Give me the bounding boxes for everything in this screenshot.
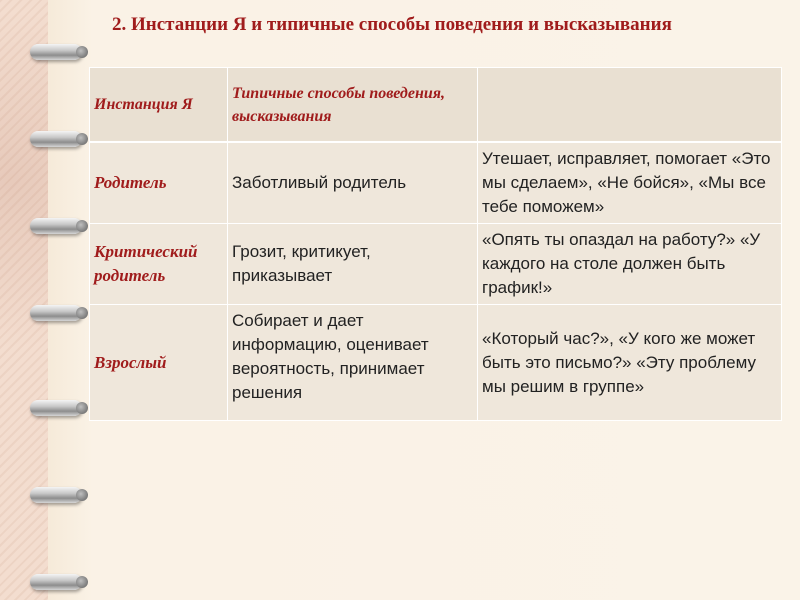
role-cell: Критический родитель	[90, 224, 228, 305]
binder-ring-icon	[30, 131, 82, 147]
table-header-row	[90, 68, 782, 143]
binder-ring-icon	[30, 218, 82, 234]
table-row	[90, 142, 782, 224]
table-row	[90, 305, 782, 421]
header-behavior: Типичные способы поведения, высказывания	[228, 68, 478, 143]
binder-ring-icon	[30, 44, 82, 60]
table-row	[90, 224, 782, 305]
phrases-cell: «Который час?», «У кого же может быть это письмо?» «Эту проблему мы решим в группе»	[478, 305, 782, 421]
role-cell: Родитель	[90, 142, 228, 224]
binder-ring-icon	[30, 487, 82, 503]
binder-ring-icon	[30, 400, 82, 416]
decorative-border	[0, 0, 48, 600]
slide-title: 2. Инстанции Я и типичные способы поведения и высказывания	[112, 14, 672, 35]
header-instance: Инстанция Я	[90, 68, 228, 143]
instances-table	[89, 67, 782, 421]
behavior-cell: Собирает и дает информацию, оценивает вероятность, принимает решения	[228, 305, 478, 421]
behavior-cell: Заботливый родитель	[228, 142, 478, 224]
phrases-cell: Утешает, исправляет, помогает «Это мы сделаем», «Не бойся», «Мы все тебе поможем»	[478, 142, 782, 224]
binder-ring-icon	[30, 305, 82, 321]
binder-ring-icon	[30, 574, 82, 590]
behavior-cell: Грозит, критикует, приказывает	[228, 224, 478, 305]
header-empty	[478, 68, 782, 143]
role-cell: Взрослый	[90, 305, 228, 421]
phrases-cell: «Опять ты опаздал на работу?» «У каждого на столе должен быть график!»	[478, 224, 782, 305]
